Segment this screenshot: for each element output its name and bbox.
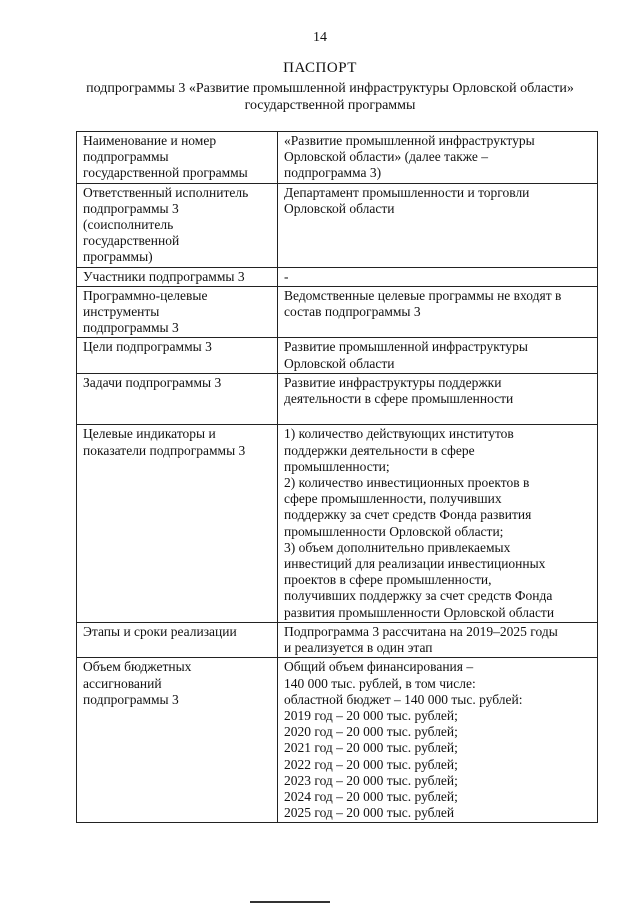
table-row — [77, 132, 598, 184]
table-row — [77, 267, 598, 286]
page-number: 14 — [313, 30, 327, 45]
row-label: Цели подпрограммы 3 — [77, 338, 278, 373]
row-label: Наименование и номер подпрограммы государственной программы — [77, 132, 278, 184]
row-value: Развитие промышленной инфраструктуры Орловской области — [278, 338, 598, 373]
table-row — [77, 373, 598, 425]
row-value: Ведомственные целевые программы не входят в состав подпрограммы 3 — [278, 286, 598, 338]
row-value: Департамент промышленности и торговли Орловской области — [278, 183, 598, 267]
row-label: Ответственный исполнитель подпрограммы 3 (соисполнитель государственной программы) — [77, 183, 278, 267]
table-row — [77, 286, 598, 338]
row-label: Целевые индикаторы и показатели подпрограммы 3 — [77, 425, 278, 622]
passport-table — [76, 131, 598, 823]
row-label: Задачи подпрограммы 3 — [77, 373, 278, 425]
page-edge-mark — [250, 901, 330, 903]
row-value: Общий объем финансирования – 140 000 тыс. рублей, в том числе: областной бюджет – 140 000 тыс. рублей: 2019 год – 20 000 тыс. рублей; 2020 год – 20 000 тыс. рублей; 2021 год – 20 000 тыс. рублей; 2022 год – 20 000 тыс. рублей; 2023 год – 20 000 тыс. рублей; 2024 год – 20 000 тыс. рублей; 2025 год – 20 000 тыс. рублей — [278, 658, 598, 823]
table-row — [77, 338, 598, 373]
row-value: 1) количество действующих институтов поддержки деятельности в сфере промышленности; 2) количество инвестиционных проектов в сфере промышленности, получивших поддержку за счет средств Фонда развития промышленности Орловской области; 3) объем дополнительно привлекаемых инвестиций для реализации инвестиционных проектов в сфере промышленности, получивших поддержку за счет средств Фонда развития промышленности Орловской области — [278, 425, 598, 622]
table-row — [77, 183, 598, 267]
document-title: ПАСПОРТ — [283, 60, 357, 76]
row-label: Программно-целевые инструменты подпрограммы 3 — [77, 286, 278, 338]
row-label: Этапы и сроки реализации — [77, 622, 278, 657]
table-row — [77, 622, 598, 657]
row-label: Объем бюджетных ассигнований подпрограммы 3 — [77, 658, 278, 823]
document-subtitle: подпрограммы 3 «Развитие промышленной инфраструктуры Орловской области» государственной программы — [86, 81, 574, 113]
row-value: Развитие инфраструктуры поддержки деятельности в сфере промышленности — [278, 373, 598, 425]
row-value: - — [278, 267, 598, 286]
table-row — [77, 425, 598, 622]
row-value: Подпрограмма 3 рассчитана на 2019–2025 годы и реализуется в один этап — [278, 622, 598, 657]
row-value: «Развитие промышленной инфраструктуры Орловской области» (далее также – подпрограмма 3) — [278, 132, 598, 184]
row-label: Участники подпрограммы 3 — [77, 267, 278, 286]
table-row — [77, 658, 598, 823]
